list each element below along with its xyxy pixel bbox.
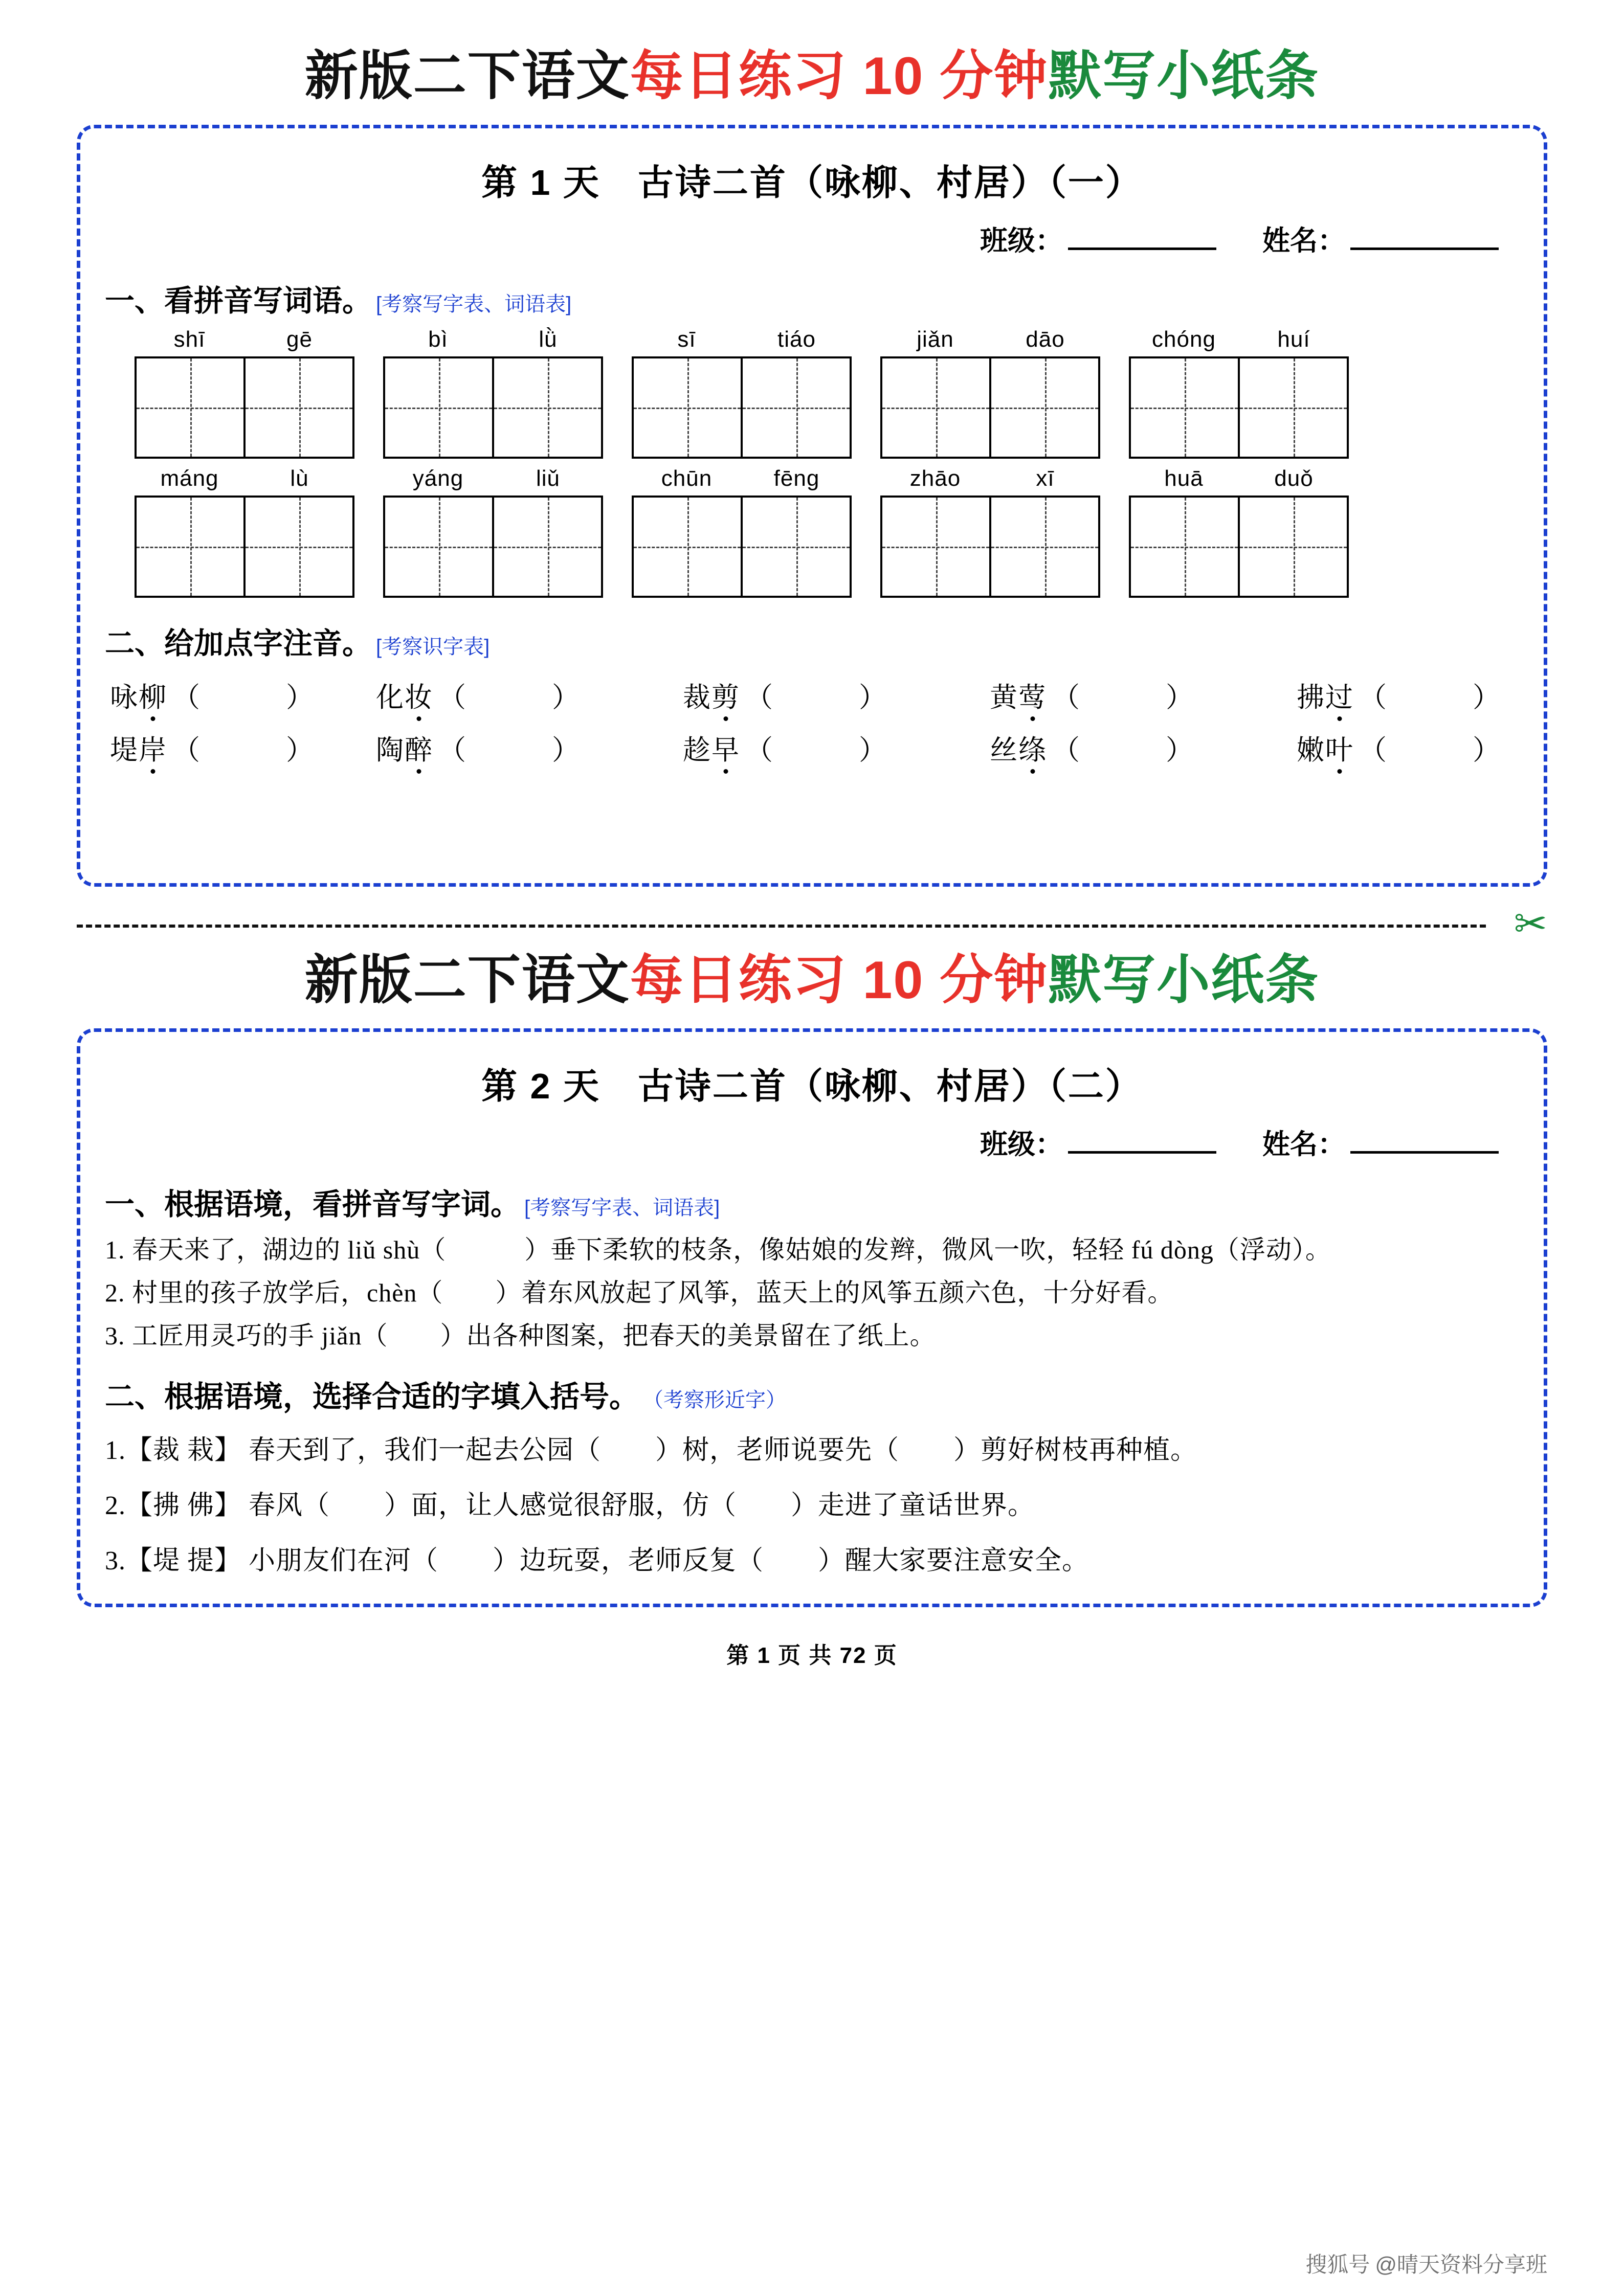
pinyin-syllable: zhāo [909, 465, 961, 491]
pinyin-syllable: fēng [773, 465, 820, 491]
pinyin-syllable: tiáo [777, 326, 816, 352]
dotted-char: 早 [711, 734, 740, 766]
dotted-char: 莺 [1018, 682, 1047, 713]
tianzi-cell[interactable] [634, 498, 741, 596]
tianzi-cell[interactable] [1131, 498, 1238, 596]
tianzi-cell[interactable] [385, 358, 492, 457]
day2-identity-line [105, 1122, 1519, 1162]
day1-title: 第 1 天 古诗二首（咏柳、村居）（一） [481, 162, 1143, 202]
tianzi-grid[interactable] [1129, 496, 1349, 598]
day2-question-3[interactable]: 3. 工匠用灵巧的手 jiǎn（ ）出各种图案，把春天的美景留在了纸上。 [105, 1321, 936, 1350]
day2-class-blank[interactable] [1068, 1147, 1216, 1154]
answer-paren[interactable]: （ ） [438, 734, 590, 766]
answer-paren[interactable]: （ ） [438, 682, 590, 713]
day1-name-label: 姓名： [1262, 225, 1345, 256]
day2-section1-title: 一、根据语境，看拼音写字词。 [105, 1188, 521, 1222]
dotted-char: 妆 [405, 682, 433, 713]
day1-section2-title: 二、给加点字注音。 [105, 626, 372, 660]
watermark-text: @晴天资料分享班 [1375, 2253, 1547, 2277]
annotate-word: 化妆 [376, 682, 433, 713]
tianzi-cell[interactable] [137, 358, 243, 457]
pinyin-group [1129, 327, 1349, 459]
pinyin-labels [880, 466, 1100, 491]
tianzi-cell[interactable] [882, 498, 989, 596]
day2-class-label: 班级： [980, 1129, 1063, 1160]
day1-section2-note: [考察识字表] [376, 635, 490, 658]
day2-section1-note: [考察写字表、词语表] [524, 1197, 720, 1220]
banner-segment-green: 默写小纸条 [1048, 47, 1320, 106]
annotate-item[interactable] [110, 728, 376, 768]
day2-question-2[interactable]: 2. 村里的孩子放学后，chèn（ ）着东风放起了风筝，蓝天上的风筝五颜六色，十分好看。 [105, 1278, 1174, 1308]
worksheet-card-day2 [77, 1028, 1547, 1607]
annotate-word: 拂过 [1297, 682, 1354, 713]
pinyin-group [880, 327, 1100, 459]
pinyin-group [383, 327, 603, 459]
pinyin-syllable: lǜ [539, 326, 558, 352]
day2-section2-note: （考察形近字） [643, 1389, 787, 1412]
banner-segment-black: 新版二下语文 [304, 47, 630, 106]
annotate-word: 陶醉 [376, 734, 433, 766]
pinyin-syllable: duǒ [1274, 465, 1314, 491]
cut-line-dashes [77, 925, 1486, 928]
tianzi-cell[interactable] [882, 358, 989, 457]
annotate-item[interactable] [110, 676, 376, 715]
annotate-item[interactable] [990, 728, 1297, 768]
pinyin-group [632, 466, 852, 598]
cut-line [77, 901, 1547, 946]
day1-name-field[interactable] [1262, 219, 1499, 258]
pinyin-labels [1129, 466, 1349, 491]
day2-title: 第 2 天 古诗二首（咏柳、村居）（二） [481, 1066, 1143, 1107]
day2-class-field[interactable] [980, 1122, 1216, 1162]
tianzi-grid[interactable] [880, 356, 1100, 459]
annotate-item[interactable] [683, 728, 990, 768]
answer-paren[interactable]: （ ） [745, 682, 897, 713]
annotate-word: 丝绦 [990, 734, 1047, 766]
tianzi-grid[interactable] [135, 356, 354, 459]
tianzi-grid[interactable] [1129, 356, 1349, 459]
watermark [1305, 2248, 1547, 2279]
day2-name-field[interactable] [1262, 1122, 1499, 1162]
dotted-char: 岸 [139, 734, 167, 766]
day1-class-label: 班级： [980, 225, 1063, 256]
answer-paren[interactable]: （ ） [172, 682, 324, 713]
tianzi-cell[interactable] [1238, 358, 1347, 457]
tianzi-cell[interactable] [1238, 498, 1347, 596]
answer-paren[interactable]: （ ） [1052, 682, 1204, 713]
pinyin-syllable: gē [286, 326, 313, 352]
page-footer: 第 1 页 共 72 页 [726, 1643, 898, 1669]
day1-section1-note: [考察写字表、词语表] [376, 292, 572, 316]
annotate-item[interactable] [683, 676, 990, 715]
tianzi-grid[interactable] [632, 356, 852, 459]
dotted-char: 剪 [711, 682, 740, 713]
day1-identity-line [105, 219, 1519, 258]
day1-section2-heading [105, 619, 1519, 662]
banner-title-2 [77, 950, 1547, 1011]
pinyin-labels [632, 327, 852, 352]
pinyin-group [383, 466, 603, 598]
day2-question-1[interactable]: 1. 春天来了，湖边的 liǔ shù（ ）垂下柔软的枝条，像姑娘的发辫，微风一吹，轻轻 fú dòng（浮动）。 [105, 1235, 1331, 1265]
banner-title-1 [77, 46, 1547, 107]
tianzi-cell[interactable] [492, 358, 601, 457]
banner-segment-black: 新版二下语文 [304, 950, 630, 1010]
pinyin-labels [383, 327, 603, 352]
day2-section1-heading [105, 1180, 1519, 1223]
pinyin-syllable: jiǎn [917, 326, 954, 352]
annotate-item[interactable] [376, 676, 683, 715]
tianzi-cell[interactable] [243, 358, 352, 457]
day1-section1-heading [105, 277, 1519, 320]
tianzi-cell[interactable] [243, 498, 352, 596]
answer-paren[interactable]: （ ） [172, 734, 324, 766]
pinyin-group [632, 327, 852, 459]
tianzi-grid[interactable] [632, 496, 852, 598]
day2-section2-title: 二、根据语境，选择合适的字填入括号。 [105, 1380, 639, 1414]
pinyin-syllable: máng [160, 465, 219, 491]
tianzi-cell[interactable] [741, 498, 850, 596]
day1-section1-title: 一、看拼音写词语。 [105, 284, 372, 318]
annotate-word: 裁剪 [683, 682, 740, 713]
day2-section2-heading [105, 1372, 1519, 1415]
dotted-char: 过 [1325, 682, 1354, 713]
day1-annotate-row-2 [105, 728, 1519, 768]
pinyin-syllable: bì [428, 326, 448, 352]
annotate-word: 堤岸 [110, 734, 167, 766]
tianzi-cell[interactable] [137, 498, 243, 596]
annotate-word: 黄莺 [990, 682, 1047, 713]
answer-paren[interactable]: （ ） [745, 734, 897, 766]
tianzi-cell[interactable] [385, 498, 492, 596]
day1-class-blank[interactable] [1068, 243, 1216, 250]
pinyin-labels [632, 466, 852, 491]
pinyin-syllable: shī [173, 326, 206, 352]
dotted-char: 叶 [1325, 734, 1354, 766]
pinyin-syllable: chūn [661, 465, 713, 491]
pinyin-group [880, 466, 1100, 598]
tianzi-grid[interactable] [135, 496, 354, 598]
day1-name-blank[interactable] [1350, 243, 1499, 250]
tianzi-cell[interactable] [1131, 358, 1238, 457]
pinyin-syllable: dāo [1026, 326, 1065, 352]
pinyin-group [135, 466, 354, 598]
pinyin-syllable: huā [1164, 465, 1204, 491]
day2-choice-3[interactable]: 3.【堤 提】 小朋友们在河（ ）边玩耍，老师反复（ ）醒大家要注意安全。 [105, 1546, 1089, 1576]
answer-paren[interactable]: （ ） [1359, 734, 1510, 766]
pinyin-labels [383, 466, 603, 491]
annotate-word: 嫩叶 [1297, 734, 1354, 766]
worksheet-card-day1 [77, 125, 1547, 887]
pinyin-syllable: liǔ [536, 465, 561, 491]
tianzi-cell[interactable] [989, 498, 1098, 596]
tianzi-grid[interactable] [383, 496, 603, 598]
pinyin-syllable: huí [1277, 326, 1310, 352]
pinyin-group [135, 327, 354, 459]
tianzi-grid[interactable] [880, 496, 1100, 598]
dotted-char: 醉 [405, 734, 433, 766]
dotted-char: 绦 [1018, 734, 1047, 766]
pinyin-labels [135, 327, 354, 352]
banner-segment-red: 每日练习 10 分钟 [630, 950, 1049, 1010]
pinyin-labels [135, 466, 354, 491]
answer-paren[interactable]: （ ） [1359, 682, 1510, 713]
banner-segment-red: 每日练习 10 分钟 [630, 47, 1049, 106]
annotate-item[interactable] [1297, 676, 1510, 715]
day1-pinyin-row-2 [105, 466, 1519, 598]
watermark-logo: 搜狐号 [1305, 2253, 1370, 2277]
dotted-char: 柳 [139, 682, 167, 713]
pinyin-labels [1129, 327, 1349, 352]
pinyin-syllable: lù [290, 465, 309, 491]
day1-pinyin-row-1 [105, 327, 1519, 459]
pinyin-labels [880, 327, 1100, 352]
day2-choice-1[interactable]: 1.【裁 栽】 春天到了，我们一起去公园（ ）树，老师说要先（ ）剪好树枝再种植。 [105, 1436, 1198, 1466]
pinyin-syllable: chóng [1152, 326, 1216, 352]
day2-choice-2[interactable]: 2.【拂 佛】 春风（ ）面，让人感觉很舒服，仿（ ）走进了童话世界。 [105, 1491, 1035, 1521]
annotate-word: 趁早 [683, 734, 740, 766]
annotate-item[interactable] [1297, 728, 1510, 768]
tianzi-cell[interactable] [634, 358, 741, 457]
day2-name-blank[interactable] [1350, 1147, 1499, 1154]
day1-annotate-row-1 [105, 676, 1519, 715]
answer-paren[interactable]: （ ） [1052, 734, 1204, 766]
annotate-item[interactable] [376, 728, 683, 768]
tianzi-cell[interactable] [741, 358, 850, 457]
banner-segment-green: 默写小纸条 [1048, 950, 1320, 1010]
pinyin-syllable: xī [1036, 465, 1055, 491]
tianzi-cell[interactable] [989, 358, 1098, 457]
scissors-icon: ✂ [1514, 901, 1547, 946]
day2-name-label: 姓名： [1262, 1129, 1345, 1160]
annotate-item[interactable] [990, 676, 1297, 715]
pinyin-group [1129, 466, 1349, 598]
annotate-word: 咏柳 [110, 682, 167, 713]
tianzi-grid[interactable] [383, 356, 603, 459]
tianzi-cell[interactable] [492, 498, 601, 596]
pinyin-syllable: sī [677, 326, 696, 352]
pinyin-syllable: yáng [412, 465, 464, 491]
day1-class-field[interactable] [980, 219, 1216, 258]
